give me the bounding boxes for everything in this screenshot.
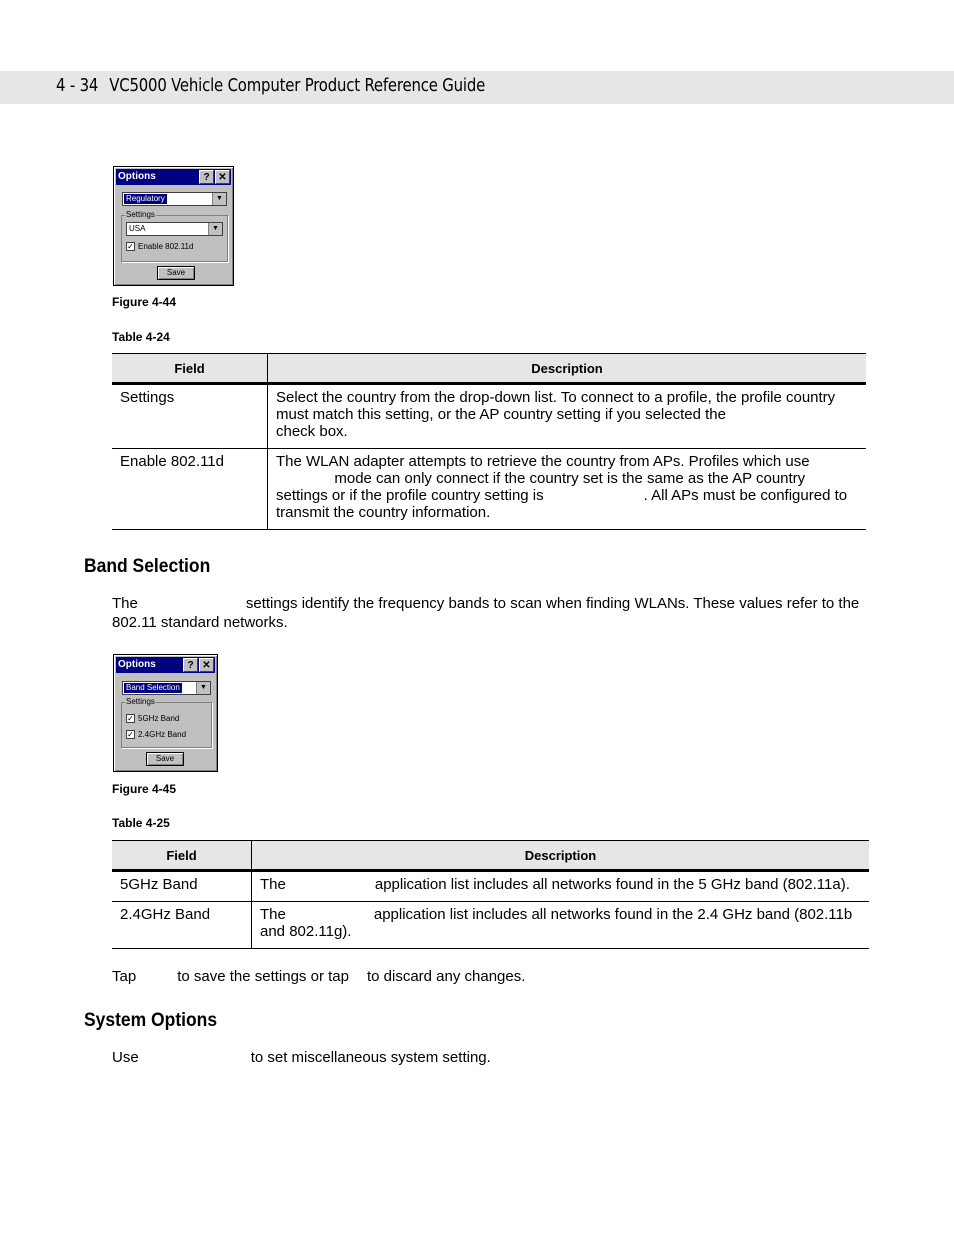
save-button[interactable]: Save (146, 752, 184, 766)
dialog-titlebar (116, 169, 231, 185)
dropdown-value: Band Selection (126, 683, 180, 692)
field-cell: 2.4GHz Band (112, 902, 252, 949)
chevron-down-icon[interactable]: ▼ (212, 193, 226, 205)
intro-rest: settings identify the frequency bands to scan when finding WLANs. These values refer to the 802.11 standard networks. (112, 595, 860, 631)
country-value: USA (129, 224, 146, 233)
tap-end: to discard any changes. (366, 968, 526, 985)
dialog-titlebar (116, 657, 215, 673)
checkmark-icon[interactable]: ✓ (127, 714, 134, 724)
checkmark-icon[interactable]: ✓ (127, 242, 134, 252)
save-button[interactable]: Save (157, 266, 195, 280)
desc-start: The (260, 876, 286, 893)
document-title: VC5000 Vehicle Computer Product Reference Guide (109, 75, 486, 96)
dialog-title: Options (118, 659, 156, 670)
field-cell: 5GHz Band (112, 871, 252, 902)
desc-rest: application list includes all networks found in the 2.4 GHz band (802.11b and 802.11g). (260, 906, 853, 940)
tap-start: Tap (112, 968, 137, 985)
description-cell: Select the country from the drop-down list. To connect to a profile, the profile country must match this setting, or the AP country setting if you selected the check box. (268, 384, 867, 449)
checkmark-icon[interactable]: ✓ (127, 730, 134, 740)
help-icon[interactable]: ? (183, 658, 198, 672)
column-header-description: Description (268, 354, 867, 384)
table-caption: Table 4-25 (112, 816, 170, 830)
table-row (112, 449, 866, 530)
country-dropdown[interactable] (126, 222, 223, 236)
options-dialog-regulatory (113, 166, 234, 286)
chevron-down-icon[interactable]: ▼ (196, 682, 210, 694)
column-header-description: Description (252, 841, 870, 871)
settings-group (121, 697, 212, 748)
system-rest: to set miscellaneous system setting. (250, 1049, 491, 1066)
page-header (56, 75, 485, 96)
intro-start: The (112, 595, 138, 612)
system-intro (112, 1048, 491, 1067)
table-row (112, 902, 869, 949)
24ghz-band-checkbox[interactable] (126, 730, 186, 740)
close-icon[interactable]: ✕ (215, 170, 230, 184)
table-row (112, 384, 866, 449)
group-label: Settings (126, 210, 155, 219)
tap-middle: to save the settings or tap (177, 968, 349, 985)
field-cell: Settings (112, 384, 268, 449)
table-row (112, 871, 869, 902)
settings-group (121, 210, 228, 262)
checkbox-label: 2.4GHz Band (138, 730, 187, 739)
table-caption: Table 4-24 (112, 330, 170, 344)
desc-rest: application list includes all networks found in the 5 GHz band (802.11a). (374, 876, 850, 893)
figure-caption: Figure 4-44 (112, 295, 177, 309)
band-intro (112, 594, 864, 632)
options-dropdown[interactable] (122, 192, 227, 206)
checkbox-label: Enable 802.11d (138, 242, 194, 251)
options-dialog-band-selection (113, 654, 218, 772)
help-icon[interactable]: ? (199, 170, 214, 184)
table-regulatory (112, 353, 866, 530)
description-cell (252, 871, 870, 902)
group-label: Settings (126, 697, 155, 706)
description-cell (252, 902, 870, 949)
tap-instruction (112, 967, 525, 986)
desc-start: The (260, 906, 286, 923)
table-header-row (112, 354, 866, 384)
dropdown-value: Regulatory (126, 194, 165, 203)
5ghz-band-checkbox[interactable] (126, 714, 179, 724)
column-header-field: Field (112, 841, 252, 871)
checkbox-label: 5GHz Band (138, 714, 180, 723)
field-cell: Enable 802.11d (112, 449, 268, 530)
page-number: 4 - 34 (56, 75, 99, 96)
section-heading-system-options: System Options (84, 1010, 218, 1031)
enable-80211d-checkbox[interactable] (126, 242, 193, 252)
system-start: Use (112, 1049, 139, 1066)
table-header-row (112, 841, 869, 871)
column-header-field: Field (112, 354, 268, 384)
options-dropdown[interactable] (122, 681, 211, 695)
figure-caption: Figure 4-45 (112, 782, 177, 796)
table-band-selection (112, 840, 869, 949)
dialog-title: Options (118, 171, 156, 182)
close-icon[interactable]: ✕ (199, 658, 214, 672)
chevron-down-icon[interactable]: ▼ (208, 223, 222, 235)
description-cell: The WLAN adapter attempts to retrieve the country from APs. Profiles which use mode can only connect if the country set is the same as the AP country settings or if the profile country setting is . All APs must be configured to transmit the country information. (268, 449, 867, 530)
section-heading-band-selection: Band Selection (84, 556, 211, 577)
